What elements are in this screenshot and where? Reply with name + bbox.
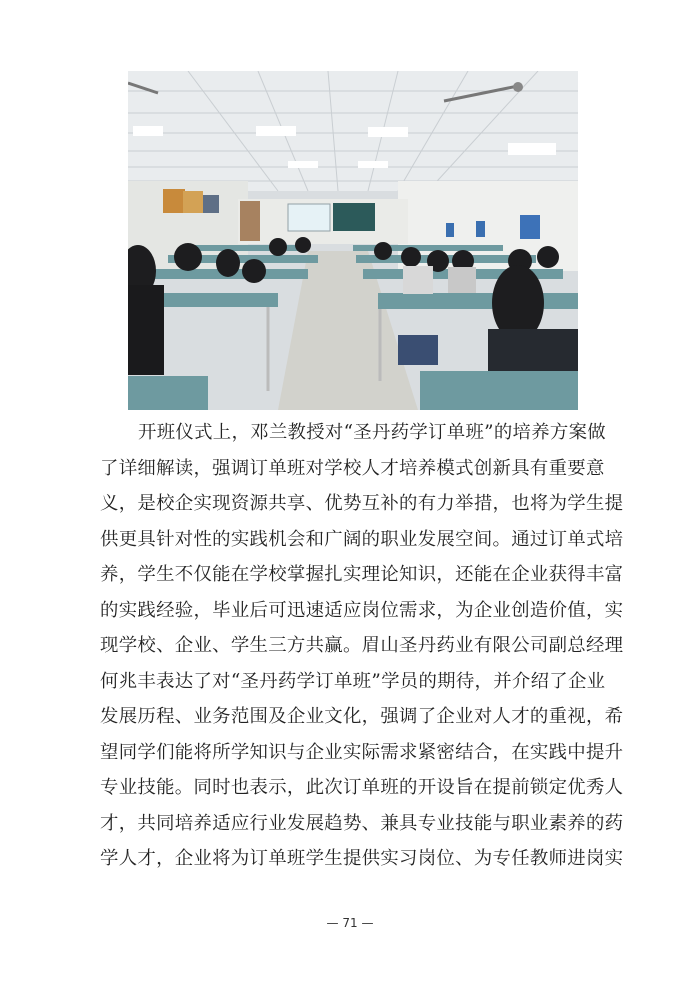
text-line: 供更具针对性的实践机会和广阔的职业发展空间。通过订单式培 [100, 528, 624, 550]
text-line: 专业技能。同时也表示，此次订单班的开设旨在提前锁定优秀人 [100, 777, 624, 798]
classroom-image [128, 71, 578, 410]
text-line: 现学校、企业、学生三方共赢。眉山圣丹药业有限公司副总经理 [100, 635, 624, 656]
text-line: 才，共同培养适应行业发展趋势、兼具专业技能与职业素养的药 [100, 812, 624, 834]
page-number: — 71 — [326, 916, 374, 930]
text-line: 了详细解读，强调订单班对学校人才培养模式创新具有重要意 [100, 457, 605, 479]
text-line: 义，是校企实现资源共享、优势互补的有力举措，也将为学生提 [100, 493, 624, 514]
text-line: 的实践经验，毕业后可迅速适应岗位需求，为企业创造价值，实 [100, 599, 624, 621]
text-line: 望同学们能将所学知识与企业实际需求紧密结合，在实践中提升 [100, 741, 624, 763]
classroom-photo [128, 71, 578, 410]
body-paragraph [100, 415, 624, 877]
text-line: 养，学生不仅能在学校掌握扎实理论知识，还能在企业获得丰富 [100, 564, 624, 585]
text-line: 发展历程、业务范围及企业文化，强调了企业对人才的重视，希 [100, 706, 624, 727]
text-line: 学人才，企业将为订单班学生提供实习岗位、为专任教师进岗实 [100, 848, 624, 869]
text-line: 开班仪式上，邓兰教授对“圣丹药学订单班”的培养方案做 [138, 422, 606, 443]
text-line: 何兆丰表达了对“圣丹药学订单班”学员的期待，并介绍了企业 [100, 670, 606, 692]
